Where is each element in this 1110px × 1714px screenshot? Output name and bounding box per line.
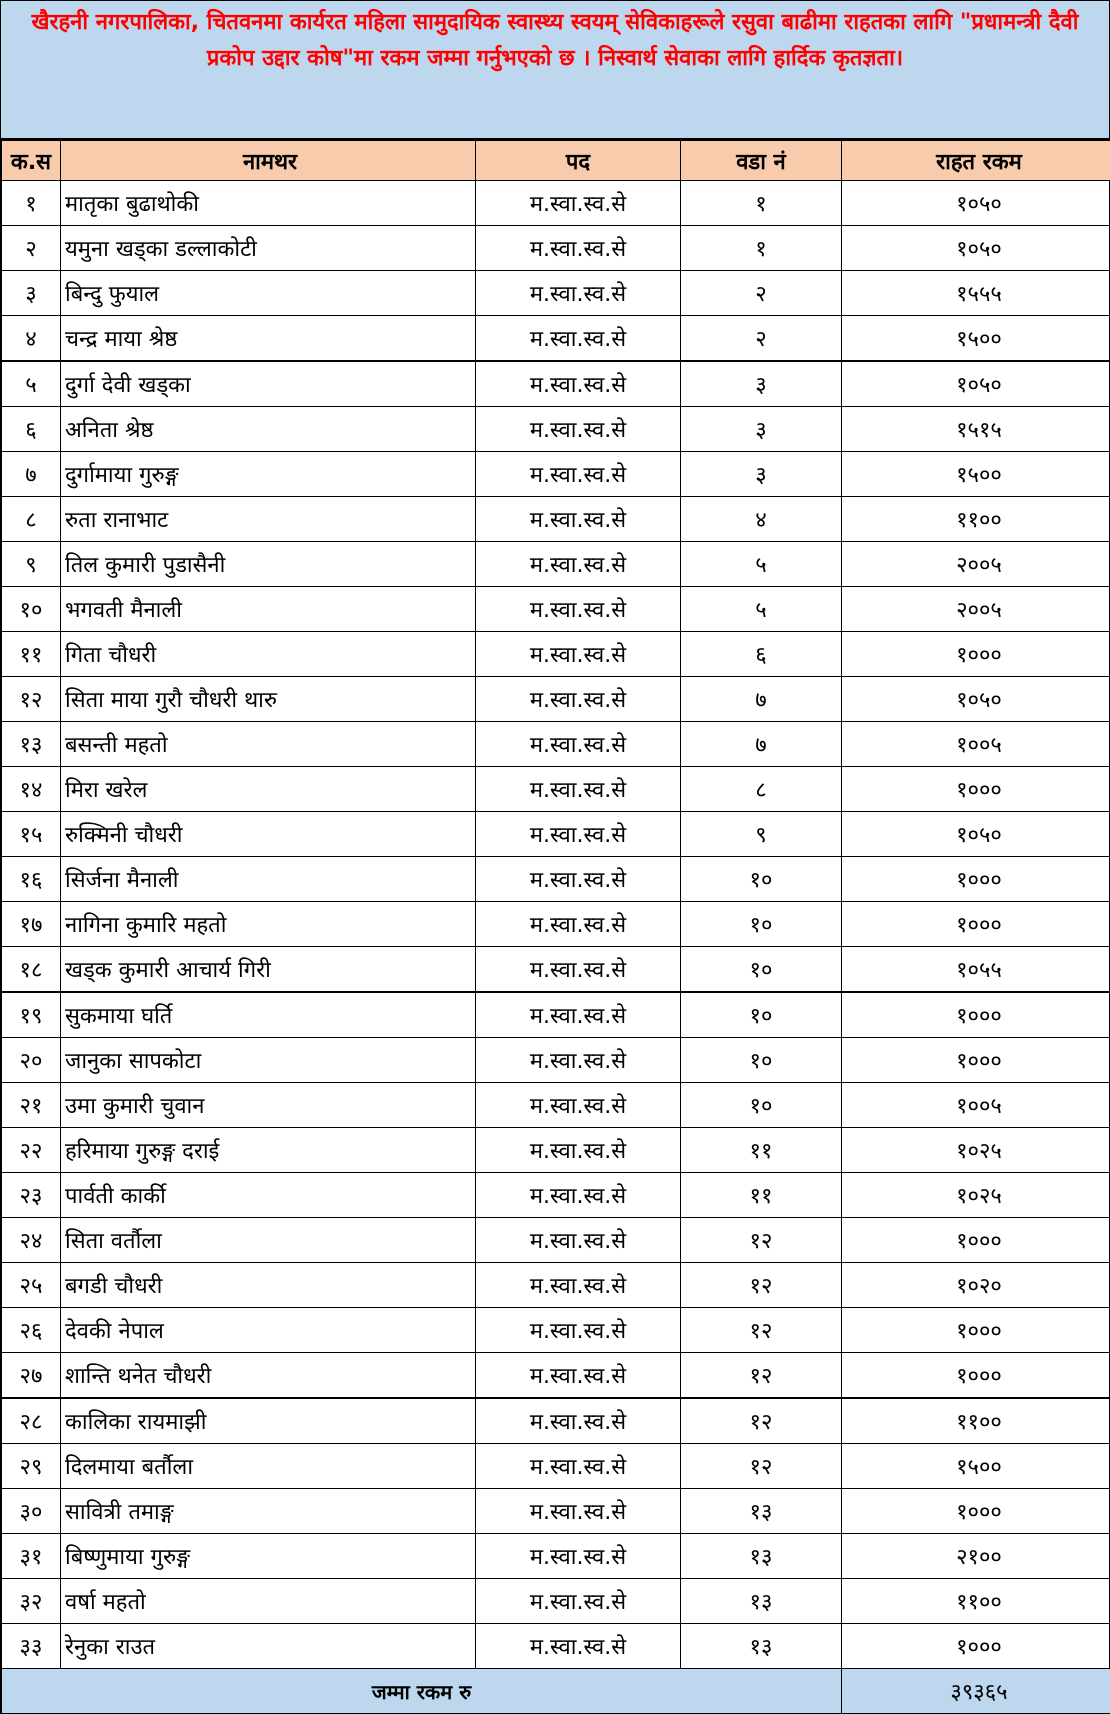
cell-name: सिता माया गुरौ चौधरी थारु (61, 677, 476, 722)
cell-ward: १२ (681, 1308, 842, 1353)
col-header-ward: वडा नं (681, 141, 842, 181)
cell-serial: २२ (2, 1128, 61, 1173)
cell-amount: १००५ (842, 1083, 1110, 1128)
cell-post: म.स्वा.स्व.से (476, 992, 681, 1038)
cell-post: म.स्वा.स्व.से (476, 1579, 681, 1624)
cell-amount: १००० (842, 1308, 1110, 1353)
cell-ward: ३ (681, 452, 842, 497)
cell-amount: ११०० (842, 1398, 1110, 1444)
cell-post: म.स्वा.स्व.से (476, 902, 681, 947)
cell-amount: १००० (842, 1624, 1110, 1669)
cell-name: खड्क कुमारी आचार्य गिरी (61, 947, 476, 993)
cell-ward: १० (681, 947, 842, 993)
donation-table (1, 140, 1110, 1714)
cell-serial: १ (2, 181, 61, 226)
cell-post: म.स्वा.स्व.से (476, 1128, 681, 1173)
cell-amount: १५०० (842, 452, 1110, 497)
table-row (2, 407, 1110, 452)
table-row (2, 316, 1110, 362)
cell-post: म.स्वा.स्व.से (476, 767, 681, 812)
cell-amount: १००० (842, 767, 1110, 812)
cell-name: दिलमाया बर्तौला (61, 1444, 476, 1489)
table-row (2, 361, 1110, 407)
cell-post: म.स्वा.स्व.से (476, 1083, 681, 1128)
cell-post: म.स्वा.स्व.से (476, 947, 681, 993)
cell-ward: ७ (681, 722, 842, 767)
cell-post: म.स्वा.स्व.से (476, 1263, 681, 1308)
cell-post: म.स्वा.स्व.से (476, 1353, 681, 1399)
cell-name: यमुना खड्का डल्लाकोटी (61, 226, 476, 271)
table-row (2, 812, 1110, 857)
col-header-amount: राहत रकम (842, 141, 1110, 181)
table-row (2, 1308, 1110, 1353)
cell-name: गिता चौधरी (61, 632, 476, 677)
cell-ward: १० (681, 992, 842, 1038)
cell-post: म.स्वा.स्व.से (476, 1624, 681, 1669)
cell-serial: १९ (2, 992, 61, 1038)
table-row (2, 1353, 1110, 1399)
cell-name: दुर्गा देवी खड्का (61, 361, 476, 407)
cell-ward: १२ (681, 1444, 842, 1489)
cell-ward: ११ (681, 1128, 842, 1173)
cell-amount: १०५० (842, 181, 1110, 226)
cell-serial: ५ (2, 361, 61, 407)
cell-ward: ९ (681, 812, 842, 857)
cell-amount: १०२५ (842, 1128, 1110, 1173)
cell-name: सुकमाया घर्ति (61, 992, 476, 1038)
cell-ward: १२ (681, 1218, 842, 1263)
table-row (2, 226, 1110, 271)
cell-amount: १००५ (842, 722, 1110, 767)
cell-serial: ९ (2, 542, 61, 587)
cell-amount: १०५० (842, 361, 1110, 407)
cell-post: म.स्वा.स्व.से (476, 452, 681, 497)
cell-ward: २ (681, 316, 842, 362)
table-row (2, 722, 1110, 767)
cell-ward: ५ (681, 587, 842, 632)
cell-ward: ३ (681, 361, 842, 407)
cell-ward: १३ (681, 1489, 842, 1534)
cell-amount: १०५० (842, 812, 1110, 857)
cell-serial: ३ (2, 271, 61, 316)
col-header-post: पद (476, 141, 681, 181)
cell-amount: १००० (842, 992, 1110, 1038)
cell-ward: १० (681, 902, 842, 947)
table-row (2, 677, 1110, 722)
cell-ward: १३ (681, 1579, 842, 1624)
cell-ward: १० (681, 1038, 842, 1083)
cell-name: अनिता श्रेष्ठ (61, 407, 476, 452)
cell-serial: २० (2, 1038, 61, 1083)
cell-serial: २४ (2, 1218, 61, 1263)
cell-amount: २००५ (842, 587, 1110, 632)
cell-name: रेनुका राउत (61, 1624, 476, 1669)
cell-amount: ११०० (842, 497, 1110, 542)
cell-amount: १५०० (842, 316, 1110, 362)
cell-amount: १५१५ (842, 407, 1110, 452)
cell-ward: १० (681, 1083, 842, 1128)
cell-ward: ४ (681, 497, 842, 542)
cell-serial: ३० (2, 1489, 61, 1534)
cell-amount: १००० (842, 1218, 1110, 1263)
cell-ward: ११ (681, 1173, 842, 1218)
cell-name: बगडी चौधरी (61, 1263, 476, 1308)
cell-serial: २१ (2, 1083, 61, 1128)
cell-post: म.स्वा.स्व.से (476, 812, 681, 857)
cell-name: रुक्मिनी चौधरी (61, 812, 476, 857)
cell-post: म.स्वा.स्व.से (476, 632, 681, 677)
cell-amount: २००५ (842, 542, 1110, 587)
cell-amount: २१०० (842, 1534, 1110, 1579)
cell-serial: २३ (2, 1173, 61, 1218)
cell-post: म.स्वा.स्व.से (476, 542, 681, 587)
cell-post: म.स्वा.स्व.से (476, 1218, 681, 1263)
table-row (2, 902, 1110, 947)
cell-name: रुता रानाभाट (61, 497, 476, 542)
cell-post: म.स्वा.स्व.से (476, 1489, 681, 1534)
cell-serial: १४ (2, 767, 61, 812)
cell-ward: १३ (681, 1534, 842, 1579)
cell-amount: १००० (842, 1353, 1110, 1399)
cell-post: म.स्वा.स्व.से (476, 271, 681, 316)
cell-post: म.स्वा.स्व.से (476, 857, 681, 902)
cell-name: सावित्री तमाङ्ग (61, 1489, 476, 1534)
cell-post: म.स्वा.स्व.से (476, 497, 681, 542)
cell-serial: ८ (2, 497, 61, 542)
cell-post: म.स्वा.स्व.से (476, 316, 681, 362)
cell-amount: १०५० (842, 677, 1110, 722)
cell-post: म.स्वा.स्व.से (476, 1173, 681, 1218)
cell-name: पार्वती कार्की (61, 1173, 476, 1218)
cell-name: भगवती मैनाली (61, 587, 476, 632)
cell-ward: १२ (681, 1263, 842, 1308)
col-header-name: नामथर (61, 141, 476, 181)
cell-ward: १३ (681, 1624, 842, 1669)
cell-serial: २ (2, 226, 61, 271)
table-row (2, 992, 1110, 1038)
cell-name: दुर्गामाया गुरुङ्ग (61, 452, 476, 497)
table-row (2, 542, 1110, 587)
cell-post: म.स्वा.स्व.से (476, 1444, 681, 1489)
cell-ward: १ (681, 181, 842, 226)
cell-ward: ६ (681, 632, 842, 677)
cell-name: बिन्दु फुयाल (61, 271, 476, 316)
total-row (2, 1669, 1110, 1714)
cell-post: म.स्वा.स्व.से (476, 1398, 681, 1444)
cell-ward: ५ (681, 542, 842, 587)
cell-serial: ३१ (2, 1534, 61, 1579)
cell-serial: १० (2, 587, 61, 632)
cell-amount: १०५५ (842, 947, 1110, 993)
table-header-row (2, 141, 1110, 181)
cell-post: म.स्वा.स्व.से (476, 1038, 681, 1083)
cell-name: बसन्ती महतो (61, 722, 476, 767)
table-row (2, 1624, 1110, 1669)
table-row (2, 947, 1110, 993)
table-body (2, 181, 1110, 1669)
cell-amount: १००० (842, 632, 1110, 677)
cell-amount: १५५५ (842, 271, 1110, 316)
cell-amount: १००० (842, 857, 1110, 902)
table-row (2, 587, 1110, 632)
table-row (2, 1038, 1110, 1083)
cell-name: कालिका रायमाझी (61, 1398, 476, 1444)
cell-post: म.स्वा.स्व.से (476, 587, 681, 632)
notice-text: खैरहनी नगरपालिका, चितवनमा कार्यरत महिला सामुदायिक स्वास्थ्य स्वयम् सेविकाहरूले रसुवा बाढीमा राहतका लागि "प्रधामन्त्री दैवी प्रकोप उद्दार कोष"मा रकम जम्मा गर्नुभएको छ । निस्वार्थ सेवाका लागि हार्दिक कृतज्ञता। (31, 10, 1079, 71)
cell-amount: १००० (842, 1038, 1110, 1083)
cell-name: बिष्णुमाया गुरुङ्ग (61, 1534, 476, 1579)
cell-name: उमा कुमारी चुवान (61, 1083, 476, 1128)
table-row (2, 1128, 1110, 1173)
cell-ward: १ (681, 226, 842, 271)
cell-serial: १५ (2, 812, 61, 857)
cell-serial: ४ (2, 316, 61, 362)
cell-ward: १२ (681, 1398, 842, 1444)
table-row (2, 1083, 1110, 1128)
cell-serial: २६ (2, 1308, 61, 1353)
cell-name: सिर्जना मैनाली (61, 857, 476, 902)
cell-name: मातृका बुढाथोकी (61, 181, 476, 226)
cell-serial: १७ (2, 902, 61, 947)
cell-amount: १५०० (842, 1444, 1110, 1489)
cell-ward: ७ (681, 677, 842, 722)
cell-amount: १०२० (842, 1263, 1110, 1308)
cell-post: म.स्वा.स्व.से (476, 1534, 681, 1579)
cell-post: म.स्वा.स्व.से (476, 361, 681, 407)
total-amount: ३९३६५ (842, 1669, 1110, 1714)
col-header-serial: क.स (2, 141, 61, 181)
cell-ward: १२ (681, 1353, 842, 1399)
cell-serial: ७ (2, 452, 61, 497)
cell-serial: २५ (2, 1263, 61, 1308)
cell-name: हरिमाया गुरुङ्ग दराई (61, 1128, 476, 1173)
cell-serial: २९ (2, 1444, 61, 1489)
cell-post: म.स्वा.स्व.से (476, 677, 681, 722)
table-row (2, 1579, 1110, 1624)
cell-name: सिता वर्तौला (61, 1218, 476, 1263)
table-row (2, 497, 1110, 542)
cell-amount: १००० (842, 1489, 1110, 1534)
table-row (2, 1489, 1110, 1534)
cell-name: देवकी नेपाल (61, 1308, 476, 1353)
cell-name: मिरा खरेल (61, 767, 476, 812)
cell-post: म.स्वा.स्व.से (476, 226, 681, 271)
cell-serial: २८ (2, 1398, 61, 1444)
table-row (2, 452, 1110, 497)
table-row (2, 1173, 1110, 1218)
table-row (2, 1534, 1110, 1579)
table-row (2, 767, 1110, 812)
cell-serial: ३३ (2, 1624, 61, 1669)
cell-serial: २७ (2, 1353, 61, 1399)
cell-serial: ६ (2, 407, 61, 452)
cell-serial: १८ (2, 947, 61, 993)
cell-name: नागिना कुमारि महतो (61, 902, 476, 947)
cell-post: म.स्वा.स्व.से (476, 722, 681, 767)
cell-serial: १६ (2, 857, 61, 902)
table-row (2, 271, 1110, 316)
table-row (2, 1263, 1110, 1308)
cell-amount: १०५० (842, 226, 1110, 271)
header-notice (1, 1, 1109, 140)
cell-amount: ११०० (842, 1579, 1110, 1624)
cell-amount: १००० (842, 902, 1110, 947)
total-label: जम्मा रकम रु (2, 1669, 842, 1714)
cell-name: वर्षा महतो (61, 1579, 476, 1624)
table-row (2, 1444, 1110, 1489)
table-row (2, 857, 1110, 902)
cell-serial: ११ (2, 632, 61, 677)
cell-name: जानुका सापकोटा (61, 1038, 476, 1083)
cell-post: म.स्वा.स्व.से (476, 407, 681, 452)
cell-amount: १०२५ (842, 1173, 1110, 1218)
cell-name: शान्ति थनेत चौधरी (61, 1353, 476, 1399)
cell-serial: ३२ (2, 1579, 61, 1624)
cell-post: म.स्वा.स्व.से (476, 1308, 681, 1353)
cell-ward: २ (681, 271, 842, 316)
cell-serial: १३ (2, 722, 61, 767)
cell-ward: ८ (681, 767, 842, 812)
cell-name: तिल कुमारी पुडासैनी (61, 542, 476, 587)
table-row (2, 181, 1110, 226)
table-row (2, 1218, 1110, 1263)
cell-ward: १० (681, 857, 842, 902)
cell-serial: १२ (2, 677, 61, 722)
table-row (2, 1398, 1110, 1444)
cell-name: चन्द्र माया श्रेष्ठ (61, 316, 476, 362)
cell-ward: ३ (681, 407, 842, 452)
cell-post: म.स्वा.स्व.से (476, 181, 681, 226)
table-row (2, 632, 1110, 677)
